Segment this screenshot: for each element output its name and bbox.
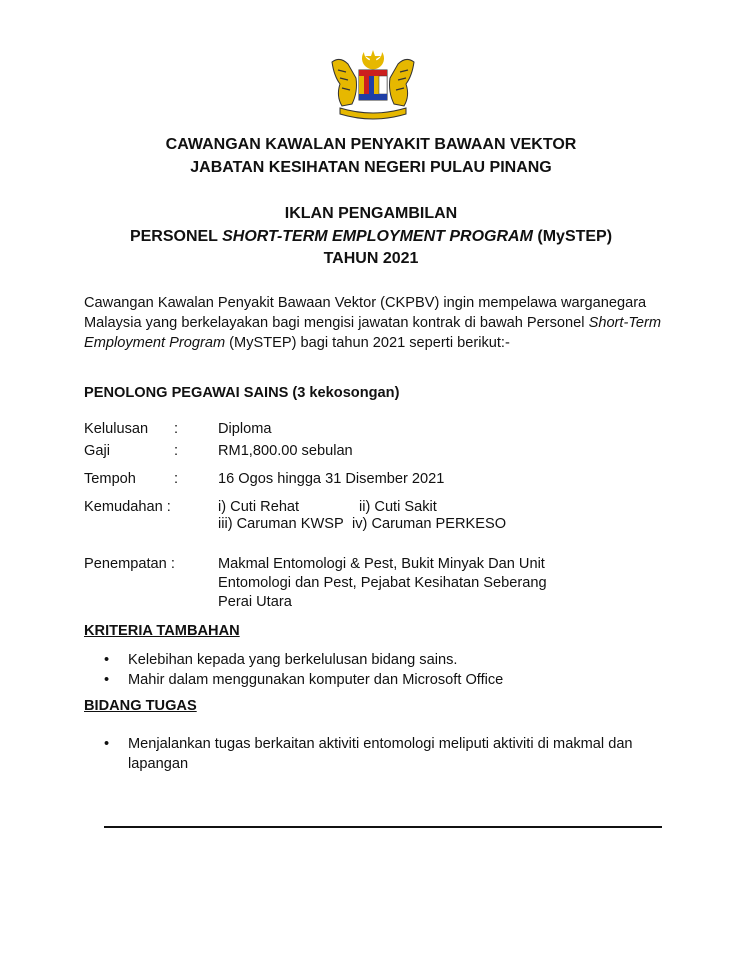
bullet-icon: • <box>104 652 110 668</box>
horizontal-divider <box>104 826 662 828</box>
bidang-heading: BIDANG TUGAS <box>84 698 197 714</box>
colon: : <box>174 471 179 487</box>
bullet-icon: • <box>104 672 110 688</box>
ad-title: IKLAN PENGAMBILAN <box>284 205 458 222</box>
ad-year: TAHUN 2021 <box>323 250 419 267</box>
tempoh-label: Tempoh <box>84 471 136 487</box>
kemudahan-label: Kemudahan : <box>84 499 171 515</box>
kriteria-heading: KRITERIA TAMBAHAN <box>84 623 240 639</box>
tempoh-value: 16 Ogos hingga 31 Disember 2021 <box>218 471 445 487</box>
colon: : <box>174 443 179 459</box>
colon: : <box>174 421 179 437</box>
program-title: PERSONEL SHORT-TERM EMPLOYMENT PROGRAM (MySTEP) <box>129 228 613 245</box>
state-health-department: JABATAN KESIHATAN NEGERI PULAU PINANG <box>190 159 552 176</box>
position-title: PENOLONG PEGAWAI SAINS (3 kekosongan) <box>84 385 400 401</box>
kemudahan-item: i) Cuti Rehat <box>218 499 300 515</box>
list-item-text: Menjalankan tugas berkaitan aktiviti entomologi meliputi aktiviti di makmal dan lapangan <box>128 736 633 772</box>
list-item-text: Mahir dalam menggunakan komputer dan Microsoft Office <box>128 672 504 688</box>
list-item-text: Kelebihan kepada yang berkelulusan bidang sains. <box>128 652 458 668</box>
malaysia-coat-of-arms-logo <box>326 48 420 120</box>
kelulusan-value: Diploma <box>218 421 272 437</box>
department-name: CAWANGAN KAWALAN PENYAKIT BAWAAN VEKTOR <box>165 136 577 153</box>
penempatan-label: Penempatan : <box>84 556 175 572</box>
kemudahan-item: iii) Caruman KWSP <box>218 516 344 532</box>
penempatan-value: Makmal Entomologi & Pest, Bukit Minyak Dan Unit Entomologi dan Pest, Pejabat Kesihatan Seberang Perai Utara <box>218 556 547 610</box>
gaji-value: RM1,800.00 sebulan <box>218 443 353 459</box>
bullet-icon: • <box>104 736 110 752</box>
kelulusan-label: Kelulusan <box>84 421 149 437</box>
kemudahan-item: ii) Cuti Sakit <box>359 499 437 515</box>
intro-paragraph: Cawangan Kawalan Penyakit Bawaan Vektor (CKPBV) ingin mempelawa warganegara Malaysia yang berkelayakan bagi mengisi jawatan kontrak di bawah Personel Short-Term Employment Program (MySTEP) bagi tahun 2021 seperti berikut:- <box>84 295 662 351</box>
gaji-label: Gaji <box>84 443 110 459</box>
kemudahan-item: iv) Caruman PERKESO <box>352 516 507 532</box>
